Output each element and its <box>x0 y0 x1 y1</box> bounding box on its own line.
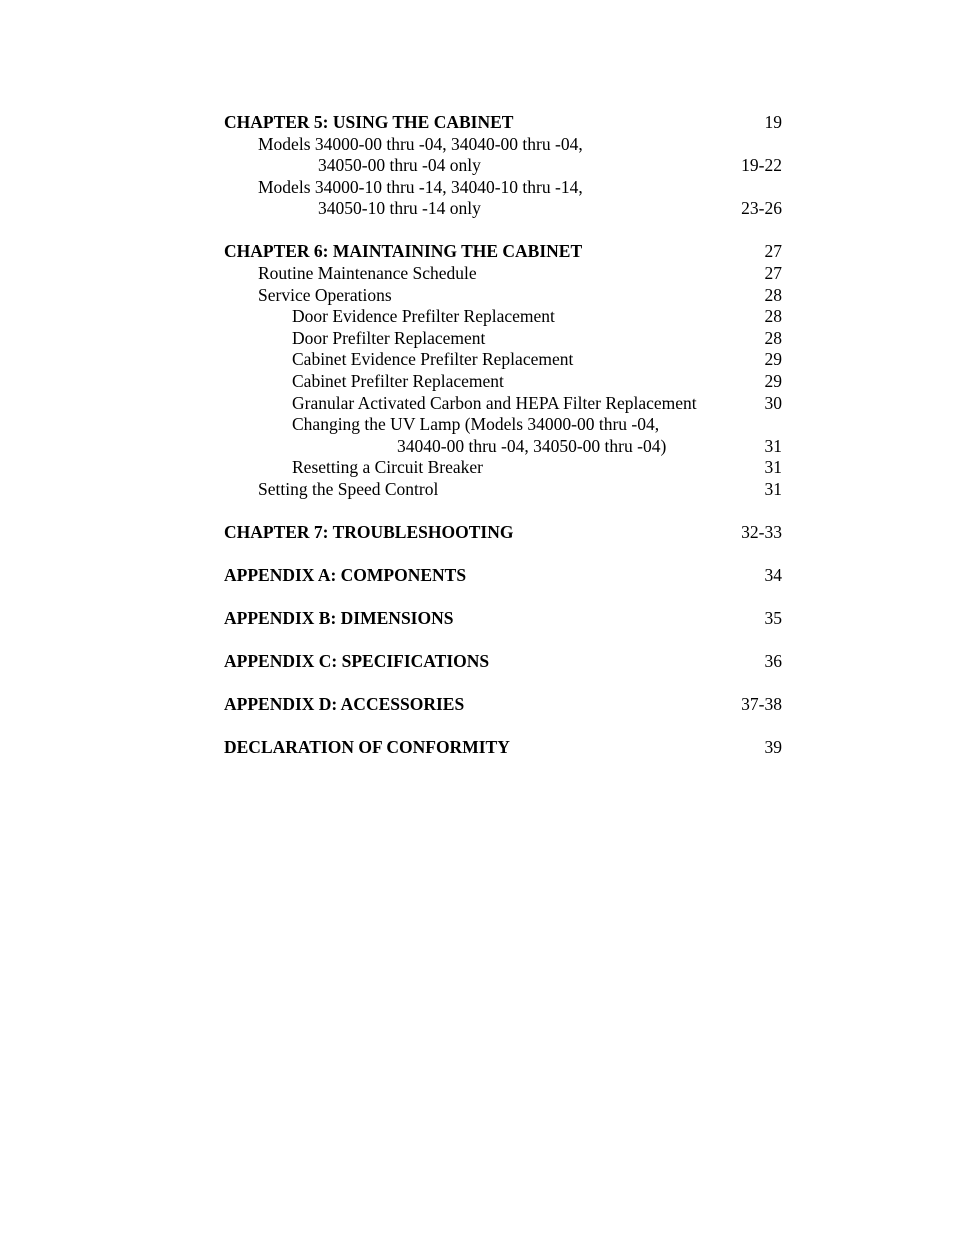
toc-entry-title: CHAPTER 5: USING THE CABINET <box>224 112 514 132</box>
toc-entry-models-b-continued[interactable] <box>224 198 782 220</box>
toc-entry-uv-lamp-continued[interactable] <box>224 436 782 458</box>
toc-entry-title-continued: 34040-00 thru -04, 34050-00 thru -04) <box>397 435 667 456</box>
toc-entry-title: Routine Maintenance Schedule <box>258 262 477 283</box>
toc-entry-title: Models 34000-00 thru -04, 34040-00 thru -04, <box>258 133 583 154</box>
toc-entry-title: Cabinet Prefilter Replacement <box>292 370 504 391</box>
toc-entry-page: 29 <box>764 370 782 391</box>
toc-entry-title: DECLARATION OF CONFORMITY <box>224 736 510 757</box>
toc-entry-chapter-6[interactable] <box>224 241 782 263</box>
section-spacer <box>224 672 782 693</box>
toc-entry-title: Door Prefilter Replacement <box>292 327 486 348</box>
toc-entry-page: 19 <box>764 112 782 132</box>
toc-entry-page: 36 <box>764 650 782 671</box>
toc-entry-title: Service Operations <box>258 284 392 305</box>
section-spacer <box>224 586 782 607</box>
toc-entry-appendix-b[interactable] <box>224 608 782 630</box>
toc-entry-models-a[interactable] <box>224 134 782 156</box>
section-spacer <box>224 629 782 650</box>
table-of-contents <box>224 112 782 758</box>
toc-entry-title: Granular Activated Carbon and HEPA Filter Replacement <box>292 392 697 413</box>
toc-entry-appendix-d[interactable] <box>224 694 782 716</box>
toc-entry-models-a-continued[interactable] <box>224 155 782 177</box>
toc-entry-chapter-7[interactable] <box>224 522 782 544</box>
toc-entry-page: 34 <box>764 564 782 585</box>
toc-entry-title: Setting the Speed Control <box>258 478 439 499</box>
toc-entry-page: 37-38 <box>741 693 782 714</box>
toc-entry-door-prefilter[interactable] <box>224 328 782 350</box>
toc-entry-appendix-a[interactable] <box>224 565 782 587</box>
toc-entry-title: APPENDIX B: DIMENSIONS <box>224 607 454 628</box>
toc-entry-page: 23-26 <box>741 198 782 219</box>
section-spacer <box>224 543 782 564</box>
toc-entry-title: CHAPTER 7: TROUBLESHOOTING <box>224 521 514 542</box>
toc-entry-title-continued: 34050-10 thru -14 only <box>318 198 481 219</box>
toc-entry-page: 19-22 <box>741 155 782 176</box>
toc-entry-carbon-hepa-filter[interactable] <box>224 393 782 415</box>
toc-entry-uv-lamp[interactable] <box>224 414 782 436</box>
toc-entry-cabinet-evidence-prefilter[interactable] <box>224 349 782 371</box>
toc-entry-title: APPENDIX C: SPECIFICATIONS <box>224 650 490 671</box>
toc-entry-title: Door Evidence Prefilter Replacement <box>292 306 555 327</box>
toc-entry-title: APPENDIX D: ACCESSORIES <box>224 693 465 714</box>
toc-entry-declaration[interactable] <box>224 737 782 759</box>
toc-entry-routine-maintenance[interactable] <box>224 263 782 285</box>
toc-entry-page: 39 <box>764 736 782 757</box>
toc-entry-title: Changing the UV Lamp (Models 34000-00 thru -04, <box>292 414 660 435</box>
toc-entry-appendix-c[interactable] <box>224 651 782 673</box>
toc-entry-door-evidence-prefilter[interactable] <box>224 306 782 328</box>
toc-entry-page: 27 <box>764 241 782 262</box>
toc-entry-title: Resetting a Circuit Breaker <box>292 457 483 478</box>
toc-entry-page: 31 <box>764 457 782 478</box>
section-spacer <box>224 220 782 241</box>
toc-entry-page: 28 <box>764 306 782 327</box>
toc-entry-title-continued: 34050-00 thru -04 only <box>318 155 481 176</box>
toc-entry-title: Models 34000-10 thru -14, 34040-10 thru -14, <box>258 176 583 197</box>
toc-entry-page: 27 <box>764 262 782 283</box>
toc-entry-chapter-5[interactable] <box>224 112 782 134</box>
toc-entry-speed-control[interactable] <box>224 479 782 501</box>
toc-entry-page: 28 <box>764 327 782 348</box>
toc-entry-page: 32-33 <box>741 521 782 542</box>
toc-entry-circuit-breaker[interactable] <box>224 457 782 479</box>
toc-entry-page: 29 <box>764 349 782 370</box>
toc-entry-title: APPENDIX A: COMPONENTS <box>224 564 467 585</box>
toc-entry-title: Cabinet Evidence Prefilter Replacement <box>292 349 574 370</box>
toc-entry-cabinet-prefilter[interactable] <box>224 371 782 393</box>
toc-entry-page: 30 <box>764 392 782 413</box>
toc-entry-title: CHAPTER 6: MAINTAINING THE CABINET <box>224 241 583 262</box>
section-spacer <box>224 715 782 736</box>
toc-entry-page: 28 <box>764 284 782 305</box>
toc-entry-page: 35 <box>764 607 782 628</box>
toc-entry-page: 31 <box>764 478 782 499</box>
toc-entry-models-b[interactable] <box>224 177 782 199</box>
toc-entry-service-operations[interactable] <box>224 285 782 307</box>
toc-entry-page: 31 <box>764 435 782 456</box>
section-spacer <box>224 500 782 521</box>
